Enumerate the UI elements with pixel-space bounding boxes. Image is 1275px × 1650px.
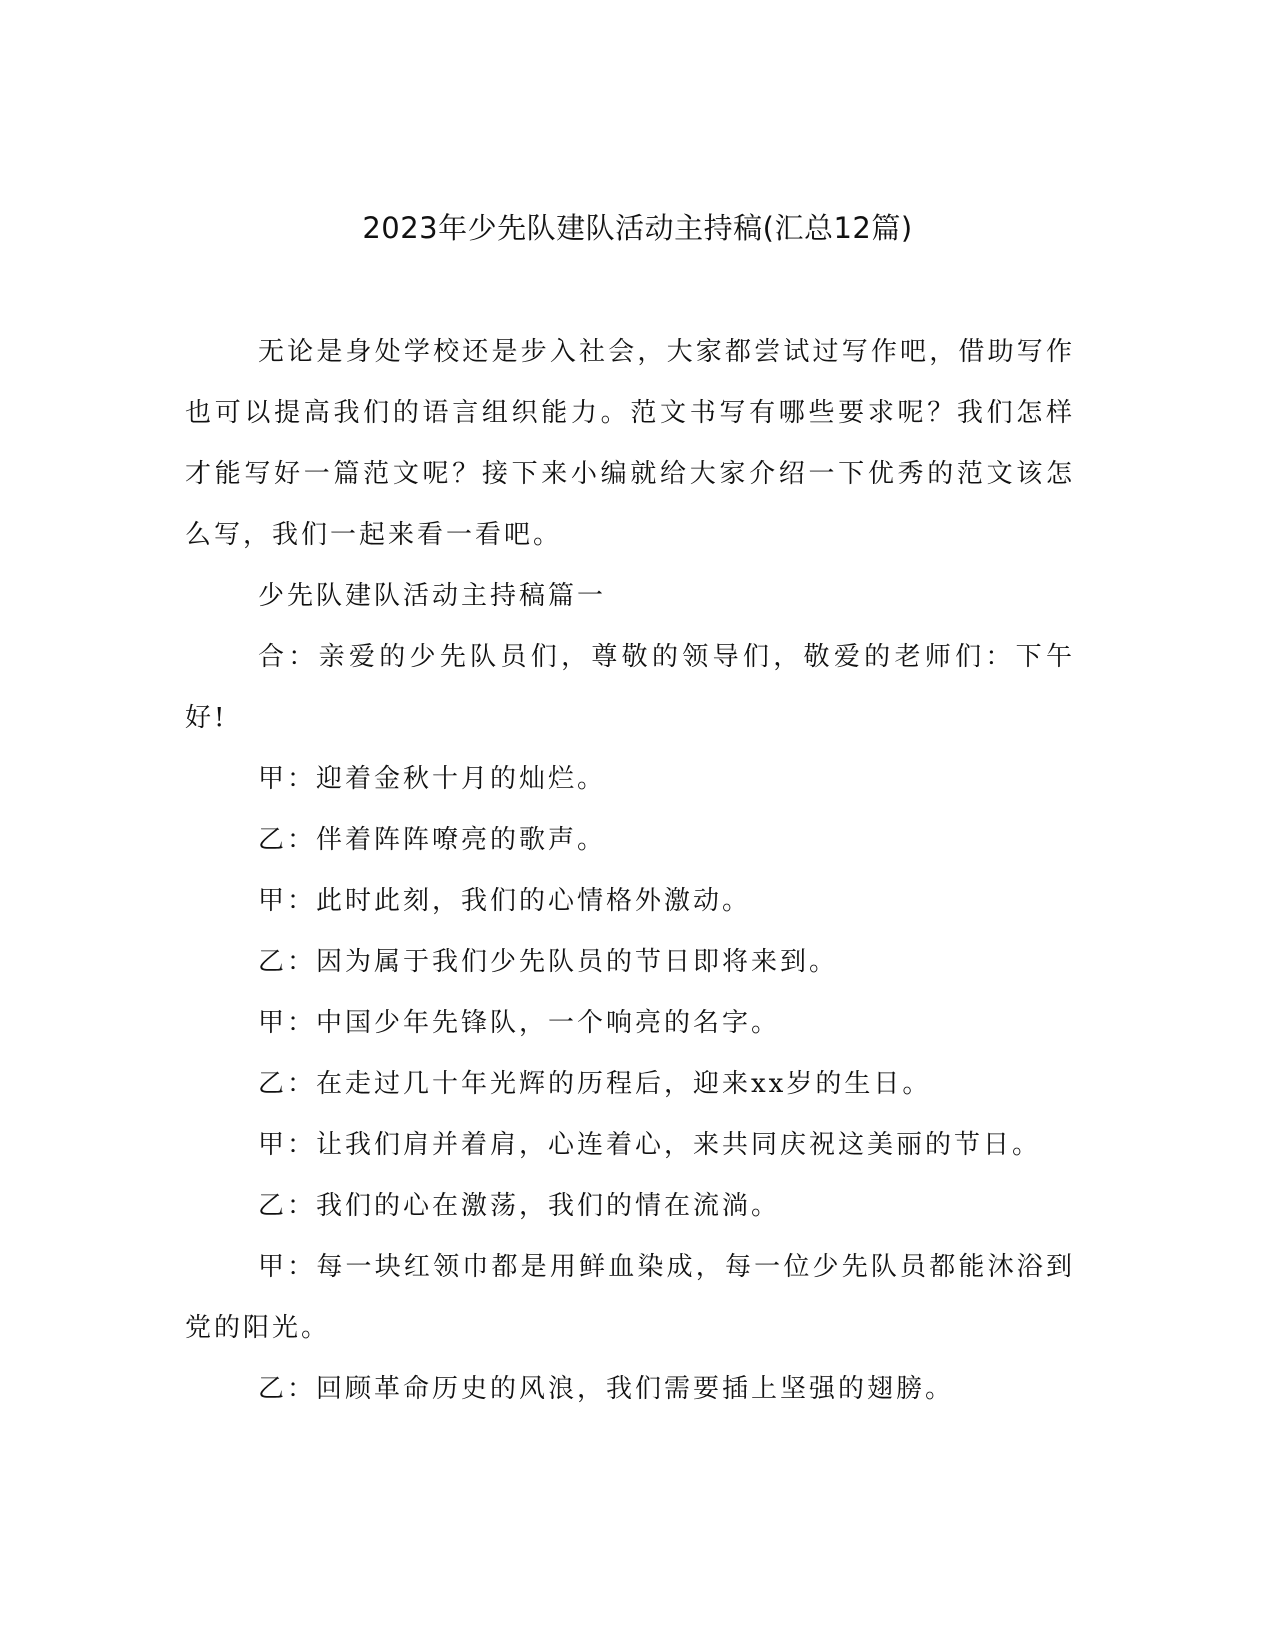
script-line: 乙：因为属于我们少先队员的节日即将来到。 [258, 947, 839, 977]
script-line: 甲：让我们肩并着肩，心连着心，来共同庆祝这美丽的节日。 [258, 1130, 1042, 1160]
script-line: 乙：伴着阵阵嘹亮的歌声。 [258, 825, 607, 855]
script-line: 甲：中国少年先锋队，一个响亮的名字。 [258, 1008, 781, 1038]
script-line: 甲：迎着金秋十月的灿烂。 [258, 764, 607, 794]
script-line: 乙：我们的心在激荡，我们的情在流淌。 [258, 1191, 781, 1221]
script-line: 合：亲爱的少先队员们，尊敬的领导们，敬爱的老师们：下午好! [185, 642, 1075, 733]
section-heading: 少先队建队活动主持稿篇一 [258, 581, 607, 611]
intro-paragraph: 无论是身处学校还是步入社会，大家都尝试过写作吧，借助写作也可以提高我们的语言组织能力。范文书写有哪些要求呢？我们怎样才能写好一篇范文呢？接下来小编就给大家介绍一下优秀的范文该怎么写，我们一起来看一看吧。 [185, 337, 1075, 550]
script-line: 乙：回顾革命历史的风浪，我们需要插上坚强的翅膀。 [258, 1374, 955, 1404]
document-title: 2023年少先队建队活动主持稿(汇总12篇) [362, 211, 913, 245]
script-line: 甲：每一块红领巾都是用鲜血染成，每一位少先队员都能沐浴到党的阳光。 [185, 1252, 1075, 1343]
script-line: 乙：在走过几十年光辉的历程后，迎来xx岁的生日。 [258, 1069, 932, 1099]
document-body [185, 322, 1075, 1420]
script-line: 甲：此时此刻，我们的心情格外激动。 [258, 886, 752, 916]
